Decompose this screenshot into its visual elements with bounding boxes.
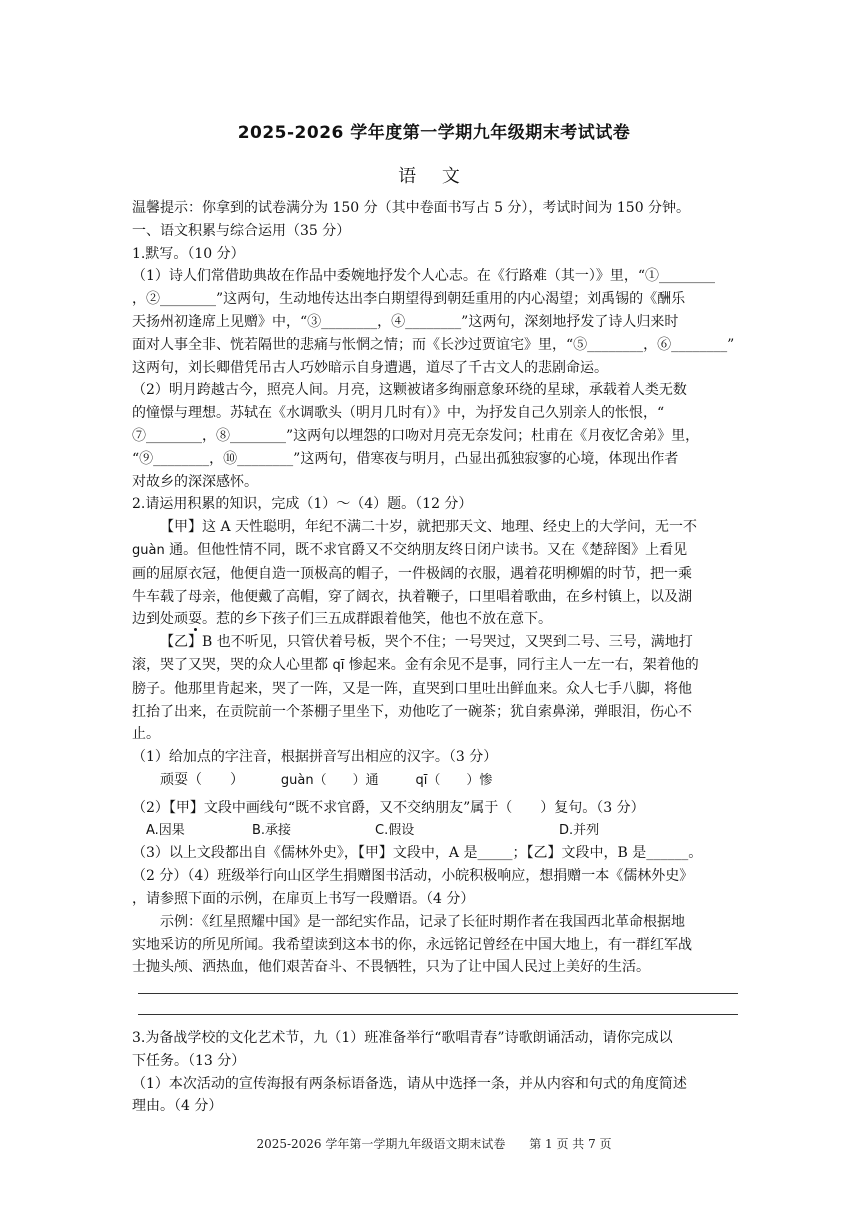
page-number: 第 1 页 共 7 页 bbox=[529, 1137, 612, 1151]
passage-yi-line: 膀子。他那里肯起来，哭了一阵，又是一阵，直哭到口里吐出鲜血来。众人七手八脚，将他 bbox=[132, 680, 692, 697]
q2-sub4: ，请参照下面的示例，在扉页上书写一段赠语。（4 分） bbox=[132, 890, 475, 907]
passage-jia-line bbox=[132, 608, 752, 631]
q2-sub1-items bbox=[132, 769, 752, 793]
q2-sub4: （2 分）（4）班级举行向山区学生捐赠图书活动，小皖积极响应，想捐赠一本《儒林外史》 bbox=[132, 868, 694, 885]
q1-part2-line: （2）明月跨越古今，照亮人间。月亮，这颗被诸多绚丽意象环绕的星球，承载着人类无数 bbox=[132, 382, 687, 399]
option-d[interactable]: D.并列 bbox=[559, 822, 600, 838]
option-c[interactable]: C.假设 bbox=[375, 822, 415, 838]
answer-blank-shua[interactable]: 顽耍（ ） bbox=[160, 771, 244, 788]
q1-part2-line: ⑦________，⑧________”这两句以埋怨的口吻对月亮无奈发问；杜甫在《月夜忆舍弟》里， bbox=[132, 427, 700, 444]
page-footer bbox=[0, 1135, 868, 1152]
example-text: 示例：《红星照耀中国》是一部纪实作品，记录了长征时期作者在我国西北革命根据地 bbox=[160, 913, 685, 930]
q1-part2-line: 对故乡的深深感怀。 bbox=[132, 473, 258, 490]
q2-sub2: （2）【甲】文段中画线句“既不求官爵，又不交纳朋友”属于（ ）复句。（3 分） bbox=[132, 799, 645, 816]
passage-jia-line bbox=[132, 539, 752, 563]
passage-jia-line: 画的屈原衣冠，他便自造一顶极高的帽子，一件极阔的衣服，遇着花明柳媚的时节，把一乘 bbox=[132, 565, 692, 582]
answer-blank-guan[interactable]: guàn（ ）通 bbox=[280, 772, 379, 788]
passage-yi-line: 【乙】B 也不听见，只管伏着号板，哭个不住；一号哭过，又哭到二号、三号，满地打 bbox=[160, 634, 693, 651]
question-2-heading: 2.请运用积累的知识，完成（1）～（4）题。（12 分） bbox=[132, 496, 473, 513]
q2-sub1: （1）给加点的字注音，根据拼音写出相应的汉字。（3 分） bbox=[132, 749, 498, 766]
q2-sub3: （3）以上文段都出自《儒林外史》，【甲】文段中，A 是_____；【乙】文段中，B 是______。 bbox=[132, 845, 703, 862]
example-text: 实地采访的所见所闻。我希望读到这本书的你，永远铭记曾经在中国大地上，有一群红军战 bbox=[132, 936, 692, 953]
question-1-heading: 1.默写。（10 分） bbox=[132, 245, 245, 262]
passage-yi-line: 扛抬了出来，在贡院前一个茶棚子里坐下，劝他吃了一碗茶；犹自索鼻涕，弹眼泪，伤心不 bbox=[132, 703, 692, 720]
answer-blank-qi[interactable]: qī（ ）惨 bbox=[415, 772, 493, 788]
q1-part2-line: 的憧憬与理想。苏轼在《水调歌头（明月几时有）》中，为抒发自己久别亲人的怅恨，“ bbox=[132, 405, 665, 422]
passage-text: 惨起来。金有余见不是事，同行主人一左一右，架着他的 bbox=[344, 656, 699, 673]
option-b[interactable]: B.承接 bbox=[252, 822, 292, 838]
section-heading: 一、语文积累与综合运用（35 分） bbox=[132, 222, 351, 239]
q3-sub1: （1）本次活动的宣传海报有两条标语备选，请从中选择一条，并从内容和句式的角度简述 bbox=[132, 1075, 687, 1092]
q1-part1-line: 天扬州初逢席上见赠》中，“③________，④________”这两句，深刻地抒发了诗人归来时 bbox=[132, 313, 679, 330]
q1-part1-line: ，②________”这两句，生动地传达出李白期望得到朝廷重用的内心渴望；刘禹锡的《酬乐 bbox=[132, 291, 686, 308]
q1-part1-line: 这两句，刘长卿借凭吊古人巧妙暗示自身遭遇，道尽了千古文人的悲剧命运。 bbox=[132, 359, 608, 376]
tip-text: 温馨提示：你拿到的试卷满分为 150 分（其中卷面书写占 5 分），考试时间为 150 分钟。 bbox=[132, 200, 691, 216]
passage-text: 通。但他性情不同，既不求官爵又不交纳朋友终日闭户读书。又在《楚辞图》上看见 bbox=[164, 541, 688, 558]
question-3-heading: 3.为备战学校的文化艺术节，九（1）班准备举行“歌唱青春”诗歌朗诵活动，请你完成以 bbox=[132, 1030, 673, 1047]
question-3-heading: 下任务。（13 分） bbox=[132, 1052, 246, 1069]
passage-text: 边到处顽 bbox=[132, 611, 188, 628]
footer-title: 2025-2026 学年第一学期九年级语文期末试卷 bbox=[256, 1137, 506, 1151]
exam-title: 2025-2026 学年度第一学期九年级期末考试试卷 bbox=[237, 123, 631, 143]
passage-jia-line: 【甲】这 A 天性聪明，年纪不满二十岁，就把那天文、地理、经史上的大学问，无一不 bbox=[160, 519, 698, 536]
pinyin-qi: qī bbox=[332, 657, 345, 673]
dotted-character: 耍 bbox=[188, 611, 202, 628]
exam-content bbox=[132, 197, 752, 1118]
q1-part2-line: “⑨________，⑩________”这两句，借寒夜与明月，凸显出孤独寂寥的心境，体现出作者 bbox=[132, 450, 679, 467]
q1-part1-line: （1）诗人们常借助典故在作品中委婉地抒发个人心志。在《行路难（其一）》里，“①________ bbox=[132, 268, 716, 285]
passage-text: 滚，哭了又哭，哭的众人心里都 bbox=[132, 656, 333, 673]
q2-sub2-options bbox=[132, 820, 752, 843]
pinyin-guan: guàn bbox=[132, 542, 165, 558]
subject-title: 语 文 bbox=[398, 166, 470, 187]
q1-part1-line: 面对人事全非、恍若隔世的悲痛与怅惘之情；而《长沙过贾谊宅》里，“⑤________，⑥________” bbox=[132, 336, 735, 353]
passage-yi-line: 止。 bbox=[132, 726, 160, 743]
passage-jia-line: 牛车载了母亲，他便戴了高帽，穿了阔衣，执着鞭子，口里唱着歌曲，在乡村镇上，以及湖 bbox=[132, 588, 692, 605]
q3-sub1: 理由。（4 分） bbox=[132, 1098, 223, 1115]
passage-yi-line bbox=[132, 654, 752, 678]
example-text: 士抛头颅、洒热血，他们艰苦奋斗、不畏牺牲，只为了让中国人民过上美好的生活。 bbox=[132, 959, 650, 976]
passage-text: 。惹的乡下孩子们三五成群跟着他笑，他也不放在意下。 bbox=[202, 611, 552, 628]
option-a[interactable]: A.因果 bbox=[146, 822, 185, 838]
